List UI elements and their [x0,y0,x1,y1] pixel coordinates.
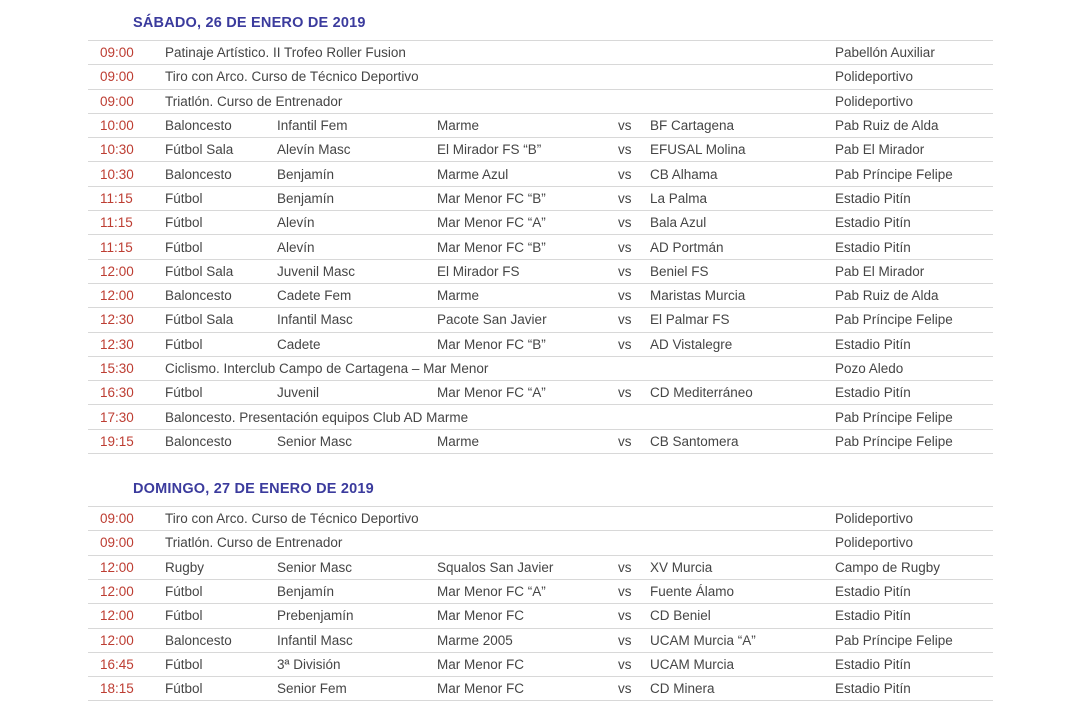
category-cell: Infantil Masc [277,632,353,648]
time-cell: 09:00 [100,511,134,527]
time-cell: 12:00 [100,559,134,575]
team-cell: Mar Menor FC “A” [437,215,546,231]
schedule-row [88,531,993,555]
category-cell: Benjamín [277,190,335,206]
schedule-row [88,580,993,604]
description-cell: Baloncesto. Presentación equipos Club AD Marme [165,409,469,425]
vs-cell: vs [618,559,632,575]
vs-cell: vs [618,215,632,231]
schedule-row [88,556,993,580]
time-cell: 10:30 [100,142,134,158]
time-cell: 16:30 [100,385,134,401]
category-cell: Senior Masc [277,433,353,449]
time-cell: 15:30 [100,361,134,376]
sport-cell: Baloncesto [165,288,232,304]
opponent-cell: CD Mediterráneo [650,385,753,401]
team-cell: Mar Menor FC “B” [437,239,546,255]
sport-cell: Baloncesto [165,433,232,449]
category-cell: Juvenil [277,385,320,401]
schedule-row [88,677,993,701]
time-cell: 19:15 [100,433,134,449]
schedule-row [88,284,993,308]
time-cell: 12:00 [100,608,134,624]
schedule-row [88,41,993,65]
time-cell: 18:15 [100,681,134,697]
sport-cell: Baloncesto [165,166,232,182]
time-cell: 09:00 [100,93,134,109]
vs-cell: vs [618,681,632,697]
venue-cell: Pab El Mirador [835,142,925,158]
venue-cell: Estadio Pitín [835,584,911,600]
team-cell: El Mirador FS [437,263,520,279]
category-cell: Alevín [277,239,315,255]
team-cell: Mar Menor FC [437,681,525,697]
category-cell: Alevín Masc [277,142,351,158]
vs-cell: vs [618,288,632,304]
time-cell: 11:15 [100,239,133,255]
time-cell: 10:00 [100,118,134,134]
schedule-row [88,65,993,89]
description-cell: Triatlón. Curso de Entrenador [165,93,343,109]
team-cell: Marme 2005 [437,632,513,648]
team-cell: Mar Menor FC “B” [437,336,546,352]
opponent-cell: Beniel FS [650,263,709,279]
team-cell: El Mirador FS “B” [437,142,542,158]
category-cell: Benjamín [277,584,335,600]
time-cell: 12:30 [100,336,134,352]
schedule-row [88,90,993,114]
schedule-row [88,308,993,332]
opponent-cell: El Palmar FS [650,312,730,328]
category-cell: Senior Fem [277,681,347,697]
category-cell: Benjamín [277,166,335,182]
team-cell: Mar Menor FC “B” [437,190,546,206]
sport-cell: Fútbol [165,385,203,401]
venue-cell: Polideportivo [835,69,914,85]
schedule-row [88,138,993,162]
time-cell: 12:30 [100,312,134,328]
time-cell: 12:00 [100,632,134,648]
category-cell: Prebenjamín [277,608,354,624]
sport-cell: Baloncesto [165,632,232,648]
schedule-row [88,162,993,186]
category-cell: Senior Masc [277,559,353,575]
description-cell: Triatlón. Curso de Entrenador [165,535,343,551]
opponent-cell: BF Cartagena [650,118,735,134]
opponent-cell: CD Beniel [650,608,711,624]
sport-cell: Fútbol [165,656,203,672]
team-cell: Marme Azul [437,166,509,182]
time-cell: 12:00 [100,584,134,600]
time-cell: 16:45 [100,656,134,672]
category-cell: Juvenil Masc [277,263,356,279]
schedule-row [88,507,993,531]
sport-cell: Baloncesto [165,118,232,134]
time-cell: 09:00 [100,535,134,551]
schedule-row [88,211,993,235]
venue-cell: Pab Príncipe Felipe [835,632,953,648]
vs-cell: vs [618,656,632,672]
opponent-cell: CD Minera [650,681,715,697]
schedule-row [88,235,993,259]
venue-cell: Pab Príncipe Felipe [835,312,953,328]
time-cell: 17:30 [100,409,134,425]
venue-cell: Campo de Rugby [835,559,941,575]
vs-cell: vs [618,263,632,279]
date-header-saturday: SÁBADO, 26 DE ENERO DE 2019 [133,15,366,31]
opponent-cell: AD Vistalegre [650,336,733,352]
time-cell: 11:15 [100,215,133,231]
schedule-row [88,430,993,454]
opponent-cell: EFUSAL Molina [650,142,746,158]
vs-cell: vs [618,118,632,134]
venue-cell: Estadio Pitín [835,215,911,231]
opponent-cell: La Palma [650,190,708,206]
venue-cell: Pozo Aledo [835,361,904,376]
sport-cell: Fútbol [165,190,203,206]
category-cell: Alevín [277,215,315,231]
venue-cell: Estadio Pitín [835,681,911,697]
venue-cell: Pab Príncipe Felipe [835,166,953,182]
venue-cell: Polideportivo [835,93,914,109]
vs-cell: vs [618,142,632,158]
description-cell: Tiro con Arco. Curso de Técnico Deportivo [165,69,419,85]
description-cell: Tiro con Arco. Curso de Técnico Deportivo [165,511,419,527]
opponent-cell: Maristas Murcia [650,288,746,304]
team-cell: Mar Menor FC [437,656,525,672]
venue-cell: Estadio Pitín [835,190,911,206]
opponent-cell: Bala Azul [650,215,707,231]
vs-cell: vs [618,608,632,624]
section-sunday [88,478,993,701]
schedule-content [88,12,993,701]
vs-cell: vs [618,239,632,255]
opponent-cell: CB Santomera [650,433,739,449]
time-cell: 11:15 [100,190,133,206]
schedule-row [88,187,993,211]
team-cell: Squalos San Javier [437,559,554,575]
venue-cell: Estadio Pitín [835,239,911,255]
category-cell: Cadete Fem [277,288,352,304]
team-cell: Mar Menor FC “A” [437,584,546,600]
venue-cell: Estadio Pitín [835,336,911,352]
venue-cell: Polideportivo [835,511,914,527]
description-cell: Ciclismo. Interclub Campo de Cartagena – Mar Menor [165,361,489,376]
time-cell: 12:00 [100,288,134,304]
opponent-cell: UCAM Murcia [650,656,735,672]
sport-cell: Fútbol [165,608,203,624]
venue-cell: Pab Ruiz de Alda [835,118,939,134]
section-saturday [88,12,993,454]
venue-cell: Estadio Pitín [835,385,911,401]
description-cell: Patinaje Artístico. II Trofeo Roller Fusion [165,45,406,61]
vs-cell: vs [618,190,632,206]
opponent-cell: AD Portmán [650,239,724,255]
vs-cell: vs [618,312,632,328]
team-cell: Marme [437,433,480,449]
venue-cell: Pab Príncipe Felipe [835,409,953,425]
team-cell: Pacote San Javier [437,312,547,328]
sport-cell: Fútbol Sala [165,312,234,328]
schedule-row [88,653,993,677]
category-cell: Infantil Fem [277,118,348,134]
venue-cell: Pabellón Auxiliar [835,45,935,61]
sport-cell: Rugby [165,559,205,575]
category-cell: 3ª División [277,656,341,672]
team-cell: Marme [437,288,480,304]
category-cell: Infantil Masc [277,312,353,328]
vs-cell: vs [618,336,632,352]
schedule-row [88,114,993,138]
vs-cell: vs [618,433,632,449]
schedule-row [88,260,993,284]
schedule-row [88,357,993,381]
schedule-row [88,381,993,405]
schedule-row [88,629,993,653]
time-cell: 09:00 [100,45,134,61]
venue-cell: Estadio Pitín [835,608,911,624]
sport-cell: Fútbol [165,239,203,255]
vs-cell: vs [618,166,632,182]
date-header-sunday: DOMINGO, 27 DE ENERO DE 2019 [133,481,374,498]
time-cell: 09:00 [100,69,134,85]
category-cell: Cadete [277,336,321,352]
opponent-cell: CB Alhama [650,166,718,182]
sport-cell: Fútbol [165,681,203,697]
sport-cell: Fútbol [165,215,203,231]
schedule-table-sunday [88,506,993,701]
venue-cell: Estadio Pitín [835,656,911,672]
venue-cell: Pab El Mirador [835,263,925,279]
time-cell: 10:30 [100,166,134,182]
sport-cell: Fútbol Sala [165,142,234,158]
schedule-row [88,405,993,429]
sport-cell: Fútbol [165,336,203,352]
vs-cell: vs [618,385,632,401]
schedule-row [88,333,993,357]
schedule-table-saturday [88,40,993,454]
venue-cell: Pab Príncipe Felipe [835,433,953,449]
team-cell: Marme [437,118,480,134]
vs-cell: vs [618,632,632,648]
opponent-cell: XV Murcia [650,559,713,575]
sport-cell: Fútbol Sala [165,263,234,279]
sport-cell: Fútbol [165,584,203,600]
team-cell: Mar Menor FC “A” [437,385,546,401]
time-cell: 12:00 [100,263,134,279]
opponent-cell: UCAM Murcia “A” [650,632,756,648]
schedule-row [88,604,993,628]
opponent-cell: Fuente Álamo [650,584,735,600]
venue-cell: Polideportivo [835,535,914,551]
venue-cell: Pab Ruiz de Alda [835,288,939,304]
vs-cell: vs [618,584,632,600]
team-cell: Mar Menor FC [437,608,525,624]
